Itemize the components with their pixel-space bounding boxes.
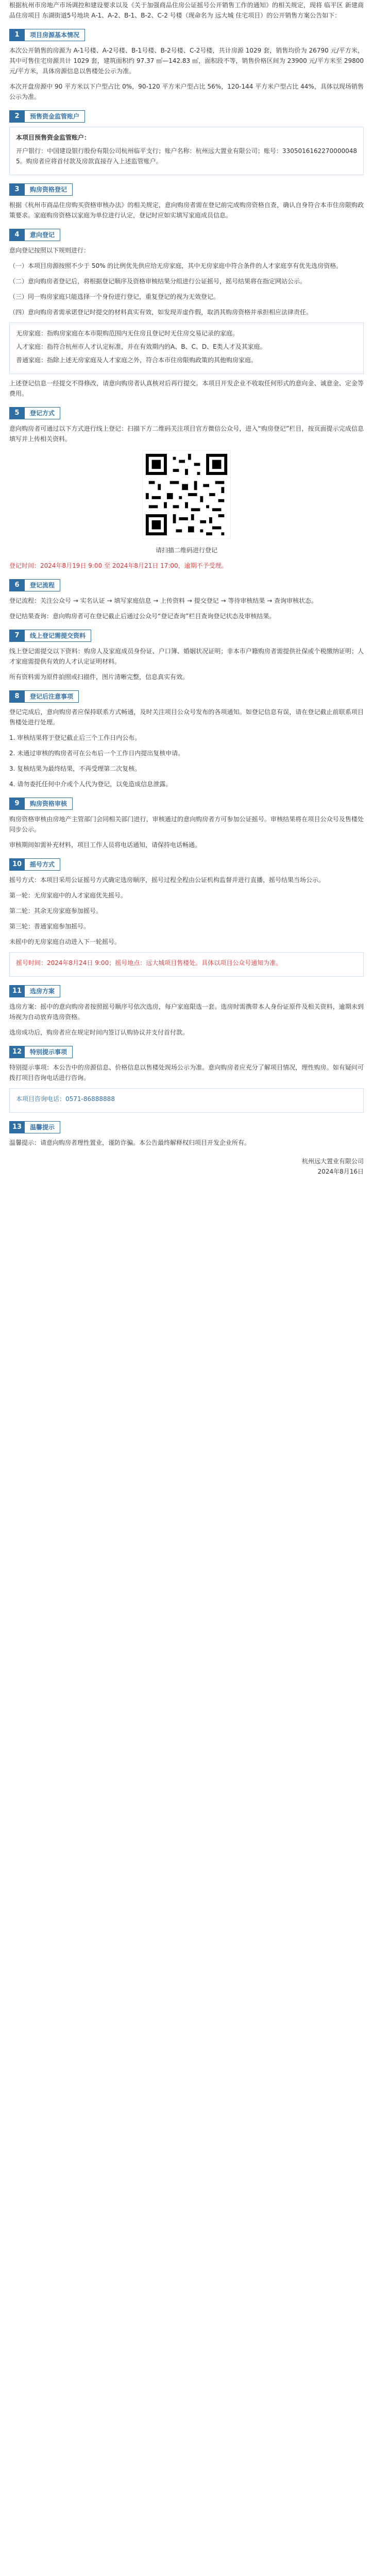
lottery-item: 第一轮：无房家庭中的人才家庭优先摇号。 (9, 892, 127, 899)
selection-text-2: 选房成功后，购房者应在规定时间内签订认购协议并支付首付款。 (9, 1029, 189, 1036)
materials-text: 线上登记需提交以下资料：购房人及家庭成员身份证、户口簿、婚姻状况证明；非本市户籍购房者需提供社保或个税缴纳证明；人才家庭需提供有效的人才认定证明材料。 (9, 648, 364, 665)
section-title: 线上登记需提交资料 (25, 630, 91, 642)
lottery-item: 未摇中的无房家庭自动进入下一轮摇号。 (9, 938, 121, 945)
definition-talent: 人才家庭：指符合杭州市人才认定标准，并在有效期内的A、B、C、D、E类人才及其家庭。 (16, 343, 266, 350)
definition-box (9, 323, 364, 374)
lottery-text: 摇号方式：本项目采用公证摇号方式确定选房顺序，摇号过程全程由公证机构监督并进行直播，摇号结果当场公示。 (9, 876, 325, 884)
section-number: 7 (9, 630, 25, 642)
section-header (9, 29, 364, 41)
section-title: 温馨提示 (25, 1121, 60, 1133)
section-title: 项目房源基本情况 (25, 29, 85, 41)
section-number: 12 (9, 1046, 25, 1058)
section-header (9, 110, 364, 123)
review-text-2: 审核期间如需补充材料，项目工作人员将电话通知，请保持电话畅通。 (9, 841, 201, 849)
hotline-text[interactable]: 本项目咨询电话：0571-86888888 (16, 1095, 115, 1103)
section-number: 13 (9, 1121, 25, 1133)
footer-company: 杭州远大置业有限公司 (301, 1158, 364, 1165)
process-text: 登记流程：关注公众号 → 实名认证 → 填写家庭信息 → 上传资料 → 提交登记 → 等待审核结果 → 查询审核状态。 (9, 597, 318, 604)
section-title: 选房方案 (25, 985, 60, 997)
registration-item: （二）意向购房者登记后，将根据登记顺序及资格审核结果分组进行公证摇号，摇号结果将在指定网站公示。 (9, 278, 307, 285)
section-header (9, 690, 364, 703)
definition-no-house: 无房家庭：指购房家庭在本市限购范围内无住房且登记时无住房交易记录的家庭。 (16, 330, 239, 337)
registration-item: （三）同一购房家庭只能选择一个身份进行登记，重复登记的视为无效登记。 (9, 293, 220, 300)
notice-item: 4. 请勿委托任何中介或个人代为登记，以免造成信息泄露。 (9, 781, 172, 788)
section-number: 1 (9, 29, 25, 41)
section-title: 登记后注意事项 (25, 690, 79, 703)
footer-date: 2024年8月16日 (317, 1168, 364, 1175)
section-number: 3 (9, 183, 25, 196)
notice-item: 3. 复核结果为最终结果，不再受理第二次复核。 (9, 765, 141, 772)
section-header (9, 858, 364, 871)
method-text: 意向购房者可通过以下方式进行线上登记：扫描下方二维码关注项目官方微信公众号，进入“购房登记”栏目，按页面提示完成信息填写并上传相关资料。 (9, 425, 364, 443)
section-title: 摇号方式 (25, 858, 60, 871)
special-notice-text: 特别提示事项：本公告中的房源信息、价格信息以售楼处现场公示为准。意向购房者应充分了解项目情况，理性购房。如有疑问可拨打项目咨询电话进行咨询。 (9, 1064, 364, 1081)
section-number: 5 (9, 407, 25, 419)
registration-time: 登记时间：2024年8月19日 9:00 至 2024年8月21日 17:00，逾期不予受理。 (9, 562, 228, 569)
registration-item: （四）意向购房者需承诺登记时提交的材料真实有效，如发现弄虚作假，取消其购房资格并承担相应法律责任。 (9, 309, 313, 316)
section-header (9, 630, 364, 642)
notice-text: 登记完成后，意向购房者应保持联系方式畅通，及时关注项目公众号发布的各项通知。如登记信息有误，请在登记截止前联系项目售楼处进行处理。 (9, 708, 364, 726)
section-title: 特别提示事项 (25, 1046, 73, 1058)
announcement-page (9, 0, 364, 2576)
project-info-text-2: 本次开盘房源中 90 平方米以下户型占比 0%，90-120 平方米户型占比 56%，120-144 平方米户型占比 44%，具体以现场销售公示为准。 (9, 83, 364, 100)
section-title: 意向登记 (25, 229, 60, 241)
tips-text: 温馨提示：请意向购房者理性置业，谨防诈骗。本公告最终解释权归项目开发企业所有。 (9, 1139, 251, 1146)
section-title: 登记流程 (25, 579, 60, 591)
lottery-item: 第三轮：普通家庭参加摇号。 (9, 923, 90, 930)
notice-item: 2. 未通过审核的购房者可在公布后一个工作日内提出复核申请。 (9, 750, 184, 757)
section-header (9, 407, 364, 419)
registration-item: （一）本项目房源按照不少于 50% 的比例优先供应给无房家庭，其中无房家庭中符合条件的人才家庭享有优先选房资格。 (9, 262, 343, 269)
materials-text-2: 所有资料需为原件拍照或扫描件，图片清晰完整，信息真实有效。 (9, 673, 189, 681)
section-number: 9 (9, 798, 25, 810)
lottery-time: 摇号时间：2024年8月24日 9:00；摇号地点：远大城项目售楼处。具体以项目公众号通知为准。 (16, 959, 282, 967)
project-info-text: 本次公开销售的房源为 A-1号楼、A-2号楼、B-1号楼、B-2号楼、C-2号楼，共计房源 1029 套，销售均价为 26790 元/平方米，其中可售住宅房源共计 1029 套，建筑面积约 97.37 ㎡—142.83 ㎡，面积段不等，销售价格区间为 23900 元/平方米至 29800 元/平方米，具体房源信息以售楼处公示为准。 (9, 47, 364, 75)
section-title: 预售资金监管账户 (25, 110, 85, 123)
section-number: 2 (9, 110, 25, 123)
section-header (9, 183, 364, 196)
hotline-box (9, 1088, 364, 1113)
section-header (9, 798, 364, 810)
registration-extra: 上述登记信息一经提交不得修改，请意向购房者认真核对后再行提交。本项目开发企业不收取任何形式的意向金、诚意金、定金等费用。 (9, 380, 364, 397)
qr-caption: 请扫描二维码进行登记 (155, 547, 217, 554)
section-title: 购房资格审核 (25, 798, 73, 810)
lottery-item: 第二轮：其余无房家庭参加摇号。 (9, 907, 103, 914)
registration-intro: 意向登记按照以下规则进行： (9, 247, 90, 254)
section-number: 10 (9, 858, 25, 871)
qualification-text: 根据《杭州市商品住房购买资格审核办法》的相关规定，意向购房者需在登记前完成购房资格自查，确认自身符合本市住房限购政策要求。家庭购房资格以家庭为单位进行认定，登记时应如实填写家庭成员信息。 (9, 201, 364, 219)
review-text: 购房资格审核由房地产主管部门会同相关部门进行，审核通过的意向购房者方可参加公证摇号。审核结果将在项目公众号及售楼处同步公示。 (9, 816, 364, 833)
section-header (9, 1046, 364, 1058)
section-header (9, 1121, 364, 1133)
section-title: 登记方式 (25, 407, 60, 419)
section-number: 4 (9, 229, 25, 241)
section-number: 6 (9, 579, 25, 591)
definition-normal: 普通家庭：指除上述无房家庭及人才家庭之外，符合本市住房限购政策的其他购房家庭。 (16, 357, 258, 364)
section-number: 8 (9, 690, 25, 703)
qr-code-image[interactable] (142, 450, 231, 539)
escrow-title: 本项目预售资金监管账户： (16, 134, 91, 141)
section-title: 购房资格登记 (25, 183, 73, 196)
intro-text: 根据杭州市房地产市场调控和建设要求以及《关于加强商品住房公证摇号公开销售工作的通知》的相关规定，现将 临平区 新建商品住房项目 东湖街道5号地块 A-1、A-2、B-1、B-2、C-2 号楼（现命名为 远大城 住宅项目）的公开销售方案公告如下： (9, 2, 364, 19)
process-text-2: 登记结果查询：意向购房者可在登记截止后通过公众号“登记查询”栏目查询登记状态及审核结果。 (9, 613, 276, 620)
notice-item: 1. 审核结果将于登记截止后三个工作日内公布。 (9, 734, 141, 741)
escrow-body: 开户银行：中国建设银行股份有限公司杭州临平支行；账户名称：杭州远大置业有限公司；账号：33050161622700000485。购房者应将首付款及房款直接存入上述监管账户。 (16, 147, 357, 165)
footer (9, 1156, 364, 1177)
section-header (9, 579, 364, 591)
selection-text: 选房方案：摇中的意向购房者按照摇号顺序号依次选房，每户家庭限选一套。选房时需携带本人身份证原件及相关资料，逾期未到场视为自动放弃选房资格。 (9, 1003, 364, 1021)
escrow-box (9, 127, 364, 175)
section-header (9, 985, 364, 997)
lottery-time-box (9, 952, 364, 977)
section-number: 11 (9, 985, 25, 997)
section-header (9, 229, 364, 241)
